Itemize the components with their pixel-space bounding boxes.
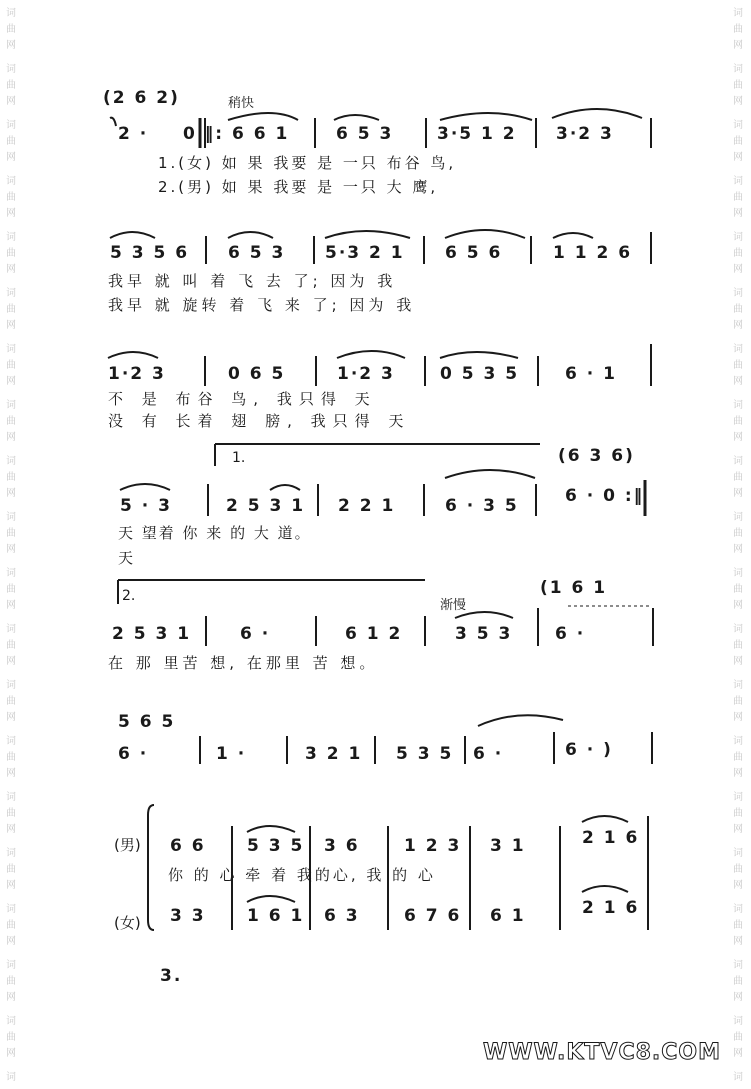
watermark-char: 曲 — [733, 976, 743, 987]
tempo-mark-slower: 渐慢 — [440, 598, 467, 613]
duet-male-measure-4: 1 2 3 — [404, 836, 462, 856]
system5-measure-1: 2 5 3 1 — [112, 624, 192, 644]
watermark-char: 词 — [6, 64, 16, 75]
system1-measure-1: 2 · — [118, 124, 149, 144]
watermark-char: 曲 — [733, 80, 743, 91]
watermark-char: 词 — [6, 680, 16, 691]
watermark-char: 词 — [6, 120, 16, 131]
system2-measure-5: 1 1 2 6 — [553, 243, 633, 263]
watermark-char: 网 — [733, 320, 743, 331]
watermark-char: 曲 — [733, 360, 743, 371]
watermark-char: 网 — [6, 1048, 16, 1059]
watermark-char: 网 — [733, 488, 743, 499]
system2-lyric-1: 我早 就 叫 着 飞 去 了; 因为 我 — [108, 272, 397, 290]
watermark-char: 词 — [733, 288, 743, 299]
watermark-char: 曲 — [6, 752, 16, 763]
watermark-char: 曲 — [6, 416, 16, 427]
watermark-char: 网 — [6, 152, 16, 163]
system5-measure-5: 6 · — [555, 624, 586, 644]
watermark-char: 曲 — [6, 80, 16, 91]
watermark-char: 词 — [733, 400, 743, 411]
watermark-char: 网 — [733, 656, 743, 667]
page-number: 3. — [160, 966, 183, 986]
watermark-char: 曲 — [6, 24, 16, 35]
watermark-char: 词 — [6, 456, 16, 467]
watermark-char: 词 — [733, 848, 743, 859]
watermark-char: 词 — [733, 1072, 743, 1083]
duet-male-measure-3: 3 6 — [324, 836, 360, 856]
watermark-char: 曲 — [733, 136, 743, 147]
watermark-char: 词 — [6, 512, 16, 523]
watermark-char: 网 — [6, 656, 16, 667]
watermark-char: 曲 — [6, 584, 16, 595]
watermark-char: 词 — [733, 792, 743, 803]
system5-bracket-note: (1 6 1 — [540, 578, 608, 598]
watermark-char: 词 — [6, 1072, 16, 1083]
watermark-char: 网 — [6, 320, 16, 331]
duet-female-measure-3: 6 3 — [324, 906, 360, 926]
watermark-char: 网 — [6, 96, 16, 107]
system1-measure-5: 3·2 3 — [556, 124, 614, 144]
watermark-char: 网 — [733, 40, 743, 51]
system4-measure-4: 6 · 3 5 — [445, 496, 519, 516]
watermark-char: 网 — [733, 936, 743, 947]
system3-lyric-2: 没 有 长着 翅 膀, 我只得 天 — [108, 412, 411, 430]
watermark-char: 词 — [733, 456, 743, 467]
watermark-char: 词 — [733, 1016, 743, 1027]
watermark-char: 曲 — [6, 1032, 16, 1043]
watermark-char: 网 — [733, 96, 743, 107]
duet-male-measure-2: 5 3 5 — [247, 836, 305, 856]
watermark-char: 词 — [733, 120, 743, 131]
watermark-char: 词 — [6, 176, 16, 187]
watermark-char: 曲 — [6, 472, 16, 483]
system5-measure-3: 6 1 2 — [345, 624, 403, 644]
watermark-char: 曲 — [6, 808, 16, 819]
watermark-char: 词 — [6, 624, 16, 635]
watermark-char: 曲 — [733, 920, 743, 931]
system2-measure-3: 5·3 2 1 — [325, 243, 405, 263]
duet-male-measure-1: 6 6 — [170, 836, 206, 856]
watermark-char: 网 — [6, 880, 16, 891]
volta-1-label: 1. — [232, 450, 246, 466]
system3-measure-3: 1·2 3 — [337, 364, 395, 384]
system4-measure-3: 2 2 1 — [338, 496, 396, 516]
watermark-char: 词 — [733, 624, 743, 635]
watermark-char: 词 — [733, 568, 743, 579]
watermark-char: 曲 — [733, 24, 743, 35]
watermark-char: 词 — [733, 904, 743, 915]
watermark-char: 曲 — [6, 864, 16, 875]
system1-measure-4: 3·5 1 2 — [437, 124, 517, 144]
duet-female-measure-5: 6 1 — [490, 906, 526, 926]
footer-watermark-url: WWW.KTVC8.COM — [483, 1040, 721, 1065]
watermark-char: 网 — [733, 376, 743, 387]
watermark-char: 曲 — [6, 304, 16, 315]
watermark-char: 网 — [733, 992, 743, 1003]
system5-measure-4: 3 5 3 — [455, 624, 513, 644]
watermark-char: 词 — [6, 960, 16, 971]
watermark-char: 词 — [6, 1016, 16, 1027]
watermark-char: 网 — [6, 40, 16, 51]
watermark-char: 词 — [733, 64, 743, 75]
watermark-char: 曲 — [733, 808, 743, 819]
system4-lyric-2: 天 — [118, 549, 136, 567]
watermark-char: 曲 — [6, 248, 16, 259]
watermark-char: 网 — [733, 712, 743, 723]
watermark-char: 曲 — [733, 752, 743, 763]
watermark-char: 网 — [733, 208, 743, 219]
watermark-char: 网 — [733, 432, 743, 443]
system1-lyric-female: 1.(女) 如 果 我要 是 一只 布谷 鸟, — [158, 154, 457, 172]
duet-female-measure-6: 2 1 6 — [582, 898, 640, 918]
system1-lyric-male: 2.(男) 如 果 我要 是 一只 大 鹰, — [158, 178, 439, 196]
duet-female-label: (女) — [114, 914, 141, 932]
watermark-char: 网 — [6, 824, 16, 835]
watermark-char: 曲 — [733, 1032, 743, 1043]
watermark-char: 网 — [6, 600, 16, 611]
watermark-char: 词 — [6, 568, 16, 579]
duet-male-label: (男) — [114, 836, 141, 854]
watermark-char: 曲 — [6, 528, 16, 539]
watermark-char: 曲 — [6, 136, 16, 147]
system2-measure-4: 6 5 6 — [445, 243, 503, 263]
watermark-char: 曲 — [733, 416, 743, 427]
watermark-char: 词 — [6, 792, 16, 803]
watermark-left — [2, 0, 20, 1089]
system6-measure-1: 6 · — [118, 744, 149, 764]
system4-measure-5: 6 · 0 :‖ — [565, 486, 645, 506]
duet-female-measure-1: 3 3 — [170, 906, 206, 926]
watermark-char: 网 — [733, 768, 743, 779]
system2-lyric-2: 我早 就 旋转 着 飞 来 了; 因为 我 — [108, 296, 416, 314]
watermark-right — [729, 0, 747, 1089]
watermark-char: 词 — [733, 232, 743, 243]
watermark-char: 词 — [733, 960, 743, 971]
watermark-char: 词 — [6, 904, 16, 915]
watermark-char: 词 — [733, 736, 743, 747]
system5-measure-2: 6 · — [240, 624, 271, 644]
system4-lyric-1: 天 望着 你 来 的 大 道。 — [118, 524, 312, 542]
tempo-mark-faster: 稍快 — [228, 96, 255, 111]
watermark-char: 网 — [6, 376, 16, 387]
watermark-char: 词 — [6, 848, 16, 859]
watermark-char: 曲 — [6, 976, 16, 987]
system3-lyric-1: 不 是 布谷 鸟, 我只得 天 — [108, 390, 377, 408]
system3-measure-1: 1·2 3 — [108, 364, 166, 384]
watermark-char: 曲 — [733, 864, 743, 875]
watermark-char: 词 — [733, 512, 743, 523]
system3-measure-5: 6 · 1 — [565, 364, 617, 384]
watermark-char: 网 — [6, 768, 16, 779]
system2-measure-2: 6 5 3 — [228, 243, 286, 263]
system6-measure-4: 5 3 5 — [396, 744, 454, 764]
watermark-char: 曲 — [733, 640, 743, 651]
watermark-char: 网 — [733, 152, 743, 163]
watermark-char: 曲 — [733, 696, 743, 707]
watermark-char: 词 — [6, 232, 16, 243]
system6-measure-6: 6 · ) — [565, 740, 613, 760]
watermark-char: 词 — [6, 288, 16, 299]
watermark-char: 曲 — [6, 920, 16, 931]
watermark-char: 曲 — [6, 640, 16, 651]
watermark-char: 网 — [6, 712, 16, 723]
system6-measure-2: 1 · — [216, 744, 247, 764]
watermark-char: 网 — [733, 600, 743, 611]
watermark-char: 网 — [6, 264, 16, 275]
system6-measure-5: 6 · — [473, 744, 504, 764]
watermark-char: 网 — [6, 208, 16, 219]
system3-measure-2: 0 6 5 — [228, 364, 286, 384]
watermark-char: 网 — [6, 544, 16, 555]
watermark-char: 网 — [6, 432, 16, 443]
watermark-char: 曲 — [733, 472, 743, 483]
watermark-char: 词 — [733, 344, 743, 355]
system6-upper-notes: 5 6 5 — [118, 712, 176, 732]
watermark-char: 曲 — [733, 248, 743, 259]
duet-male-measure-5: 3 1 — [490, 836, 526, 856]
duet-female-measure-4: 6 7 6 — [404, 906, 462, 926]
watermark-char: 词 — [6, 8, 16, 19]
watermark-char: 词 — [6, 344, 16, 355]
watermark-char: 曲 — [733, 304, 743, 315]
watermark-char: 词 — [733, 680, 743, 691]
watermark-char: 曲 — [733, 528, 743, 539]
watermark-char: 词 — [733, 8, 743, 19]
watermark-char: 词 — [6, 736, 16, 747]
system3-measure-4: 0 5 3 5 — [440, 364, 520, 384]
watermark-char: 网 — [6, 936, 16, 947]
watermark-char: 词 — [733, 176, 743, 187]
watermark-char: 网 — [733, 264, 743, 275]
watermark-char: 网 — [733, 824, 743, 835]
duet-female-measure-2: 1 6 1 — [247, 906, 305, 926]
watermark-char: 曲 — [6, 696, 16, 707]
watermark-char: 网 — [733, 544, 743, 555]
system1-measure-3: 6 5 3 — [336, 124, 394, 144]
system4-measure-1: 5 · 3 — [120, 496, 172, 516]
system1-measure-2: 0 ‖: 6 6 1 — [183, 124, 290, 144]
system5-lyric: 在 那 里苦 想, 在那里 苦 想。 — [108, 654, 379, 672]
duet-male-measure-6: 2 1 6 — [582, 828, 640, 848]
duet-lyric: 你 的 心 牵 着 我的心, 我 的 心 — [168, 866, 436, 884]
watermark-char: 网 — [733, 880, 743, 891]
volta-2-label: 2. — [122, 588, 136, 604]
system6-measure-3: 3 2 1 — [305, 744, 363, 764]
system4-bracket-note: (6 3 6) — [558, 446, 635, 466]
system4-measure-2: 2 5 3 1 — [226, 496, 306, 516]
watermark-char: 网 — [6, 992, 16, 1003]
watermark-char: 曲 — [6, 192, 16, 203]
system2-measure-1: 5 3 5 6 — [110, 243, 190, 263]
watermark-char: 曲 — [733, 584, 743, 595]
watermark-char: 曲 — [6, 360, 16, 371]
watermark-char: 网 — [733, 1048, 743, 1059]
intro-bracket-note: (2 6 2) — [103, 88, 180, 108]
watermark-char: 曲 — [733, 192, 743, 203]
watermark-char: 网 — [6, 488, 16, 499]
watermark-char: 词 — [6, 400, 16, 411]
